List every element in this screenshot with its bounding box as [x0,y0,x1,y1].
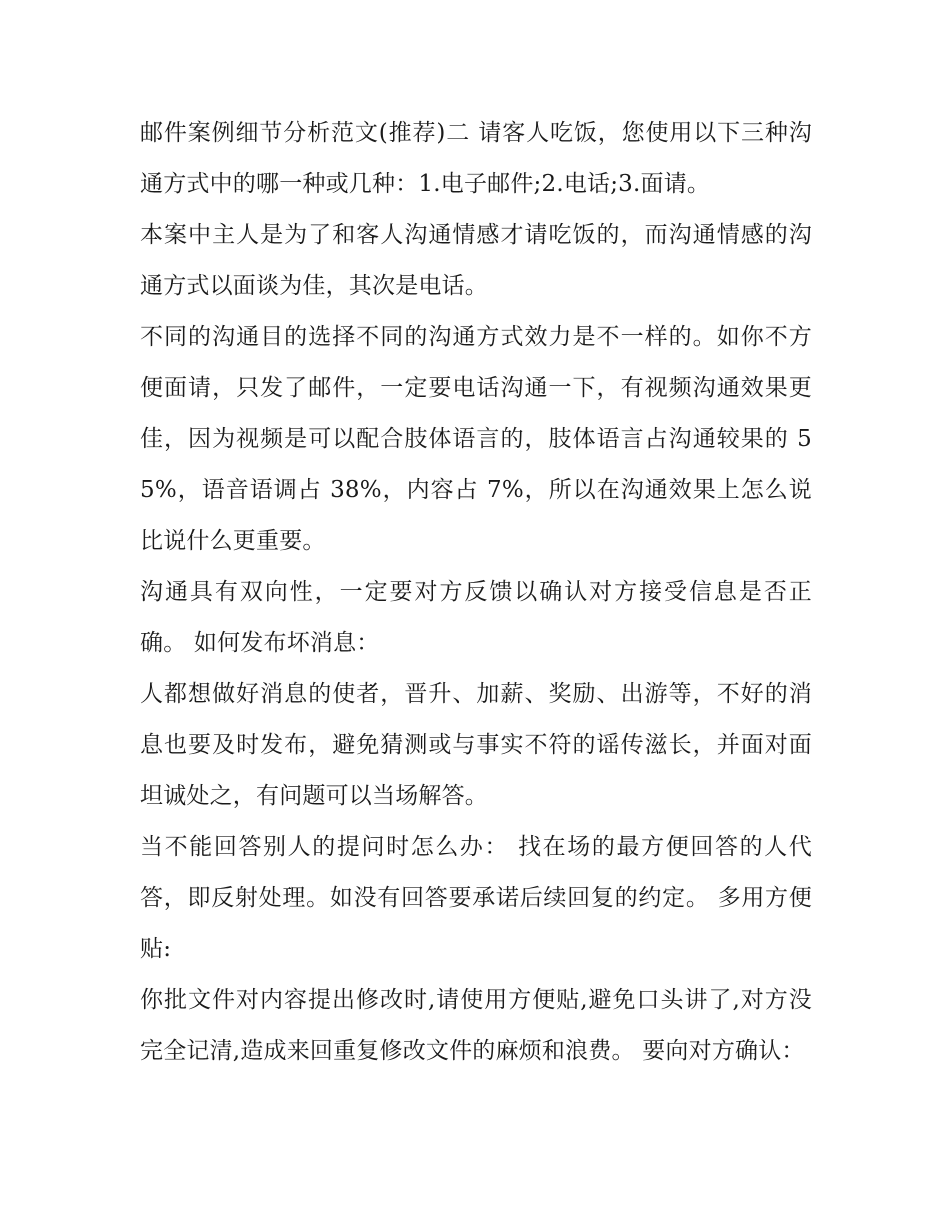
paragraph-4: 沟通具有双向性，一定要对方反馈以确认对方接受信息是否正确。 如何发布坏消息： [140,579,812,656]
paragraph-2: 本案中主人是为了和客人沟通情感才请吃饭的，而沟通情感的沟通方式以面谈为佳，其次是电话。 [140,222,812,299]
paragraph-1: 邮件案例细节分析范文(推荐)二 请客人吃饭，您使用以下三种沟通方式中的哪一种或几种：1.电子邮件;2.电话;3.面请。 [140,120,812,197]
document-body [140,108,812,1077]
paragraph-6: 当不能回答别人的提问时怎么办： 找在场的最方便回答的人代答，即反射处理。如没有回答要承诺后续回复的约定。 多用方便贴: [140,834,812,962]
paragraph-3: 不同的沟通目的选择不同的沟通方式效力是不一样的。如你不方便面请，只发了邮件，一定要电话沟通一下，有视频沟通效果更佳，因为视频是可以配合肢体语言的，肢体语言占沟通较果的 55%，语音语调占 38%，内容占 7%，所以在沟通效果上怎么说比说什么更重要。 [140,324,812,554]
paragraph-5: 人都想做好消息的使者，晋升、加薪、奖励、出游等，不好的消息也要及时发布，避免猜测或与事实不符的谣传滋长，并面对面坦诚处之，有问题可以当场解答。 [140,681,812,809]
paragraph-7: 你批文件对内容提出修改时,请使用方便贴,避免口头讲了,对方没完全记清,造成来回重复修改文件的麻烦和浪费。 要向对方确认： [140,987,812,1064]
